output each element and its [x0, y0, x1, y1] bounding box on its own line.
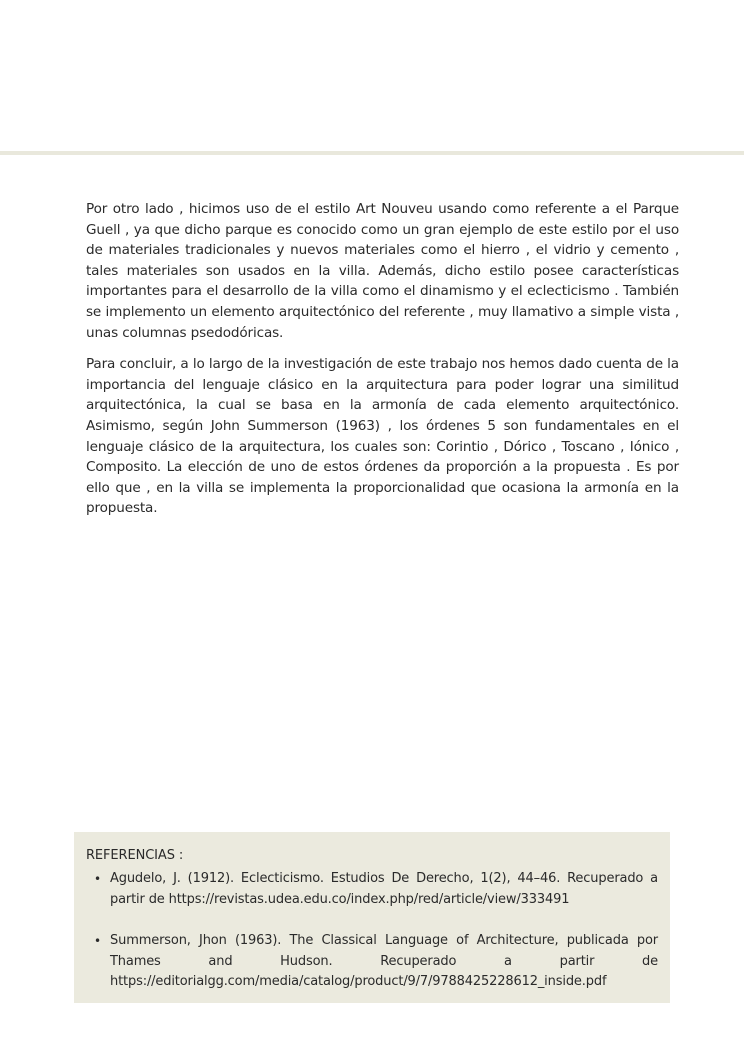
body-text — [86, 199, 679, 530]
references-list — [86, 869, 658, 993]
paragraph-conclusion: Para concluir, a lo largo de la investigación de este trabajo nos hemos dado cuenta de la importancia del lenguaje clásico en la arquitectura para poder lograr una similitud arquitectónica, la cual se basa en la armonía de cada elemento arquitectónico. Asimismo, según John Summerson (1963) , los órdenes 5 son fundamentales en el lenguaje clásico de la arquitectura, los cuales son: Corintio , Dórico , Toscano , Iónico , Composito. La elección de uno de estos órdenes da proporción a la propuesta . Es por ello que , en la villa se implementa la proporcionalidad que ocasiona la armonía en la propuesta. — [86, 356, 679, 517]
reference-text: Agudelo, J. (1912). Eclecticismo. Estudios De Derecho, 1(2), 44–46. Recuperado a partir de https://revistas.udea.edu.co/index.php/red/article/view/333491 — [110, 871, 658, 907]
bullet-icon: • — [94, 934, 101, 948]
header-divider — [0, 151, 744, 155]
bullet-icon: • — [94, 872, 101, 886]
references-box — [74, 832, 670, 1003]
reference-text: Summerson, Jhon (1963). The Classical Language of Architecture, publicada por Thames and Hudson. Recuperado a partir de https://editorialgg.com/media/catalog/product/9/7/9788425228612_inside.pdf — [110, 933, 658, 989]
paragraph-art-nouveau: Por otro lado , hicimos uso de el estilo Art Nouveu usando como referente a el Parque Guell , ya que dicho parque es conocido como un gran ejemplo de este estilo por el uso de materiales tradicionales y nuevos materiales como el hierro , el vidrio y cemento , tales materiales son usados en la villa. Además, dicho estilo posee características importantes para el desarrollo de la villa como el dinamismo y el eclecticismo . También se implemento un elemento arquitectónico del referente , muy llamativo a simple vista , unas columnas psedodóricas. — [86, 201, 679, 341]
reference-item — [86, 931, 658, 993]
references-title: REFERENCIAS : — [86, 848, 184, 863]
reference-item — [86, 869, 658, 910]
